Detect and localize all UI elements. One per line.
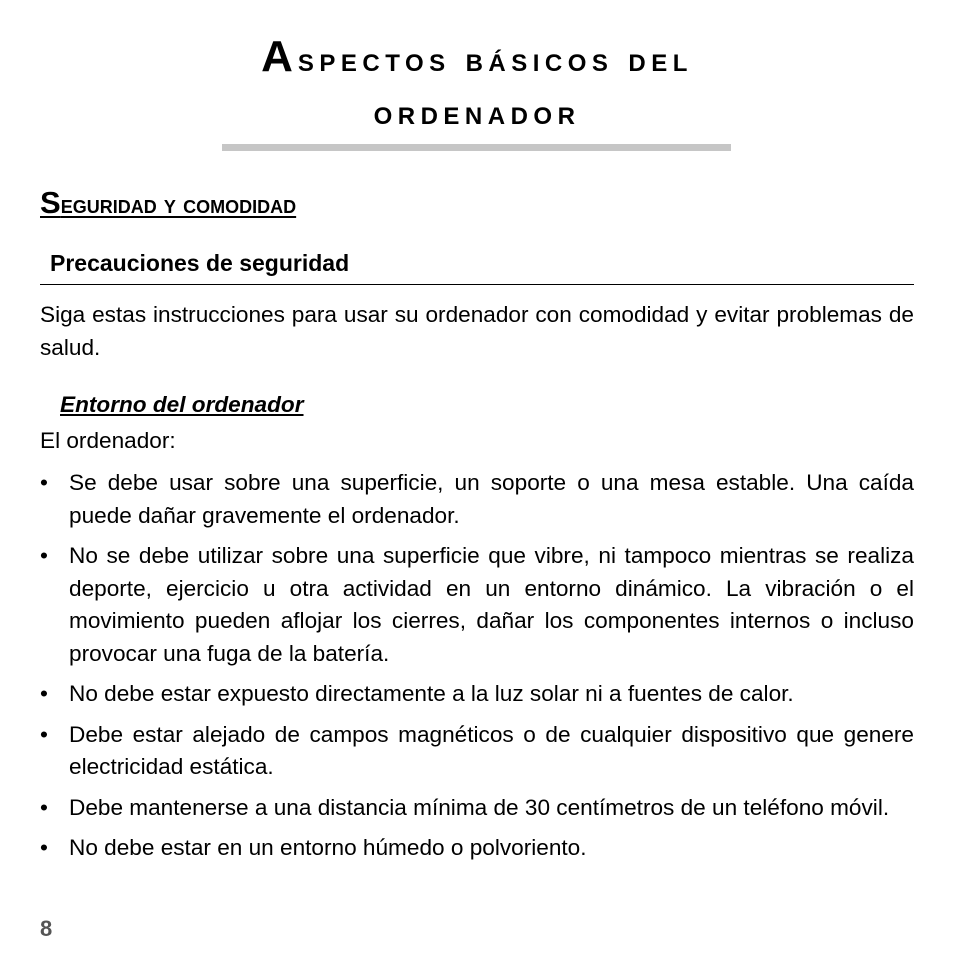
chapter-title-line-1-rest: spectos básicos del	[297, 41, 693, 79]
list-item-text: No se debe utilizar sobre una superficie que vibre, ni tampoco mientras se realiza deporte, ejercicio u otra actividad en un entorno dinámico. La vibración o el movimiento pueden aflojar los cierres, dañar los componentes internos o incluso provocar una fuga de la batería.	[69, 543, 914, 666]
list-item	[40, 719, 914, 784]
chapter-title	[0, 30, 954, 140]
list-item	[40, 678, 914, 711]
bullet-icon: •	[40, 794, 48, 820]
list-item-text: Se debe usar sobre una superficie, un soporte o una mesa estable. Una caída puede dañar gravemente el ordenador.	[69, 470, 914, 528]
intro-paragraph: Siga estas instrucciones para usar su ordenador con comodidad y evitar problemas de salud.	[40, 302, 914, 360]
environment-heading: Entorno del ordenador	[60, 392, 304, 417]
subsection-rule	[40, 284, 914, 285]
bullet-icon: •	[40, 721, 48, 747]
list-item-text: No debe estar en un entorno húmedo o polvoriento.	[69, 835, 587, 860]
bullet-icon: •	[40, 470, 48, 495]
subsection-title: Precauciones de seguridad	[50, 250, 350, 276]
bullet-icon: •	[40, 681, 48, 706]
list-item	[40, 832, 914, 865]
list-item	[40, 467, 914, 532]
bullet-icon: •	[40, 835, 48, 860]
chapter-title-line-1	[0, 30, 954, 87]
section-title-rest: eguridad y comodidad	[60, 189, 297, 219]
list-item	[40, 792, 914, 825]
environment-bullet-list	[40, 467, 914, 865]
chapter-title-initial: A	[261, 32, 298, 81]
environment-lead: El ordenador:	[40, 428, 176, 453]
list-item-text: No debe estar expuesto directamente a la luz solar ni a fuentes de calor.	[69, 681, 794, 706]
bullet-icon: •	[40, 543, 48, 568]
page-number: 8	[40, 916, 53, 941]
list-item	[40, 540, 914, 670]
list-item-text: Debe estar alejado de campos magnéticos o de cualquier dispositivo que genere electricidad estática.	[69, 721, 914, 779]
section-title-initial: S	[40, 185, 61, 220]
section-title	[40, 186, 296, 221]
chapter-title-line-2: ordenador	[373, 94, 581, 132]
list-item-text: Debe mantenerse a una distancia mínima de 30 centímetros de un teléfono móvil.	[69, 794, 890, 820]
chapter-title-rule	[222, 144, 731, 151]
